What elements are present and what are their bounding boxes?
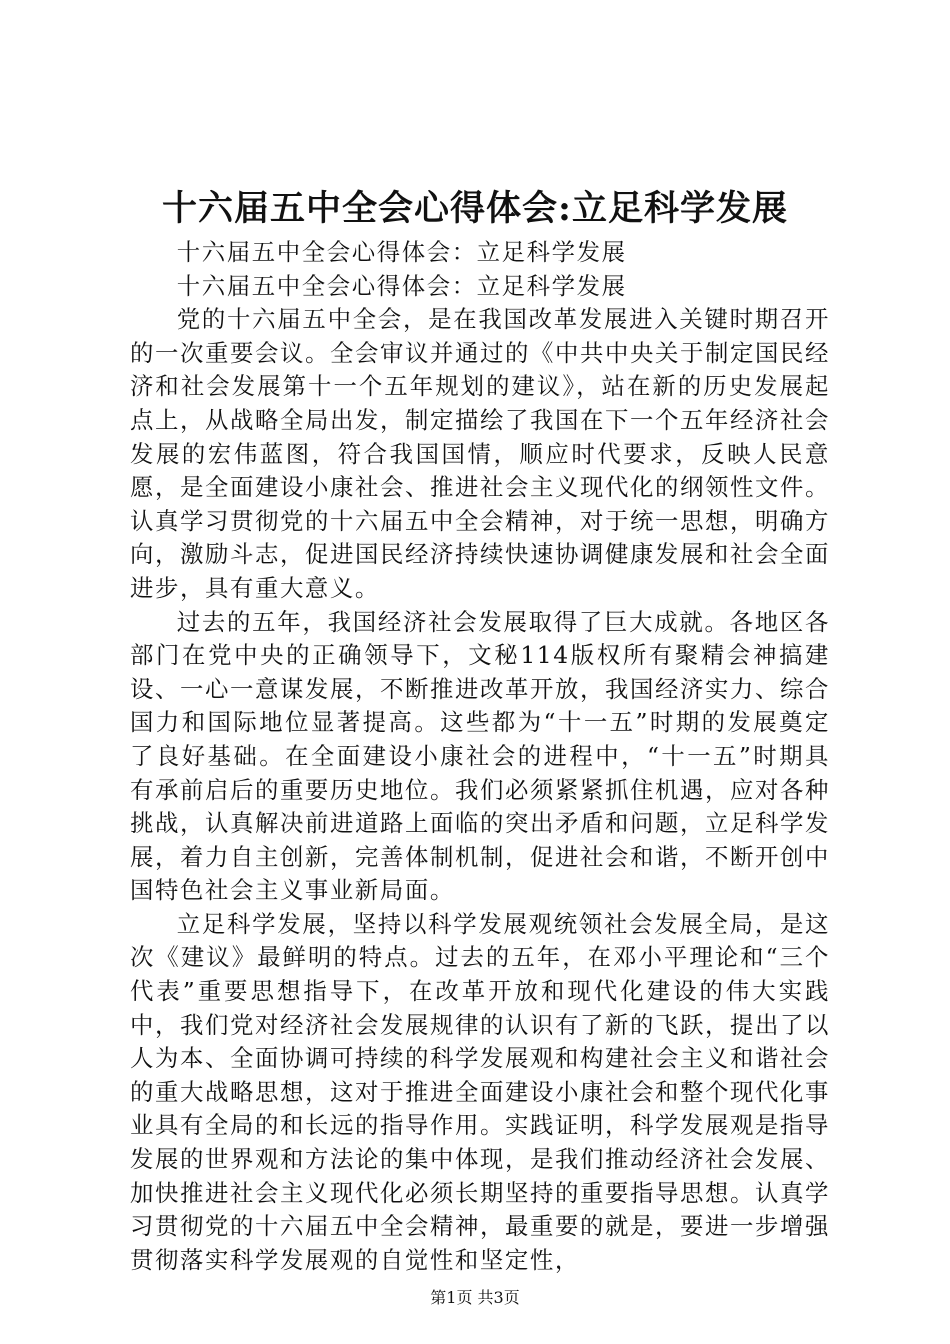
subtitle-line: 十六届五中全会心得体会：立足科学发展	[176, 271, 627, 300]
page-number-footer: 第1页 共3页	[430, 1288, 520, 1307]
document-body	[130, 236, 830, 1277]
subtitle-line: 十六届五中全会心得体会：立足科学发展	[176, 238, 627, 266]
body-paragraph: 立足科学发展，坚持以科学发展观统领社会发展全局，是这次《建议》最鲜明的特点。过去的五年，在邓小平理论和“三个代表”重要思想指导下，在改革开放和现代化建设的伟大实践中，我们党对经济社会发展规律的认识有了新的飞跃，提出了以人为本、全面协调可持续的科学发展观和构建社会主义和谐社会的重大战略思想，这对于推进全面建设小康社会和整个现代化事业具有全局的和长远的指导作用。实践证明，科学发展观是指导发展的世界观和方法论的集中体现，是我们推动经济社会发展、加快推进社会主义现代化必须长期坚持的重要指导思想。认真学习贯彻党的十六届五中全会精神，最重要的就是，要进一步增强贯彻落实科学发展观的自觉性和坚定性，	[130, 909, 830, 1274]
body-paragraph: 过去的五年，我国经济社会发展取得了巨大成就。各地区各部门在党中央的正确领导下，文秘114版权所有聚精会神搞建设、一心一意谋发展，不断推进改革开放，我国经济实力、综合国力和国际地位显著提高。这些都为“十一五”时期的发展奠定了良好基础。在全面建设小康社会的进程中，“十一五”时期具有承前启后的重要历史地位。我们必须紧紧抓住机遇，应对各种挑战，认真解决前进道路上面临的突出矛盾和问题，立足科学发展，着力自主创新，完善体制机制，促进社会和谐，不断开创中国特色社会主义事业新局面。	[130, 607, 830, 905]
document-title: 十六届五中全会心得体会:立足科学发展	[162, 188, 788, 229]
body-paragraph: 党的十六届五中全会，是在我国改革发展进入关键时期召开的一次重要会议。全会审议并通过的《中共中央关于制定国民经济和社会发展第十一个五年规划的建议》，站在新的历史发展起点上，从战略全局出发，制定描绘了我国在下一个五年经济社会发展的宏伟蓝图，符合我国国情，顺应时代要求，反映人民意愿，是全面建设小康社会、推进社会主义现代化的纲领性文件。认真学习贯彻党的十六届五中全会精神，对于统一思想，明确方向，激励斗志，促进国民经济持续快速协调健康发展和社会全面进步，具有重大意义。	[130, 305, 830, 602]
